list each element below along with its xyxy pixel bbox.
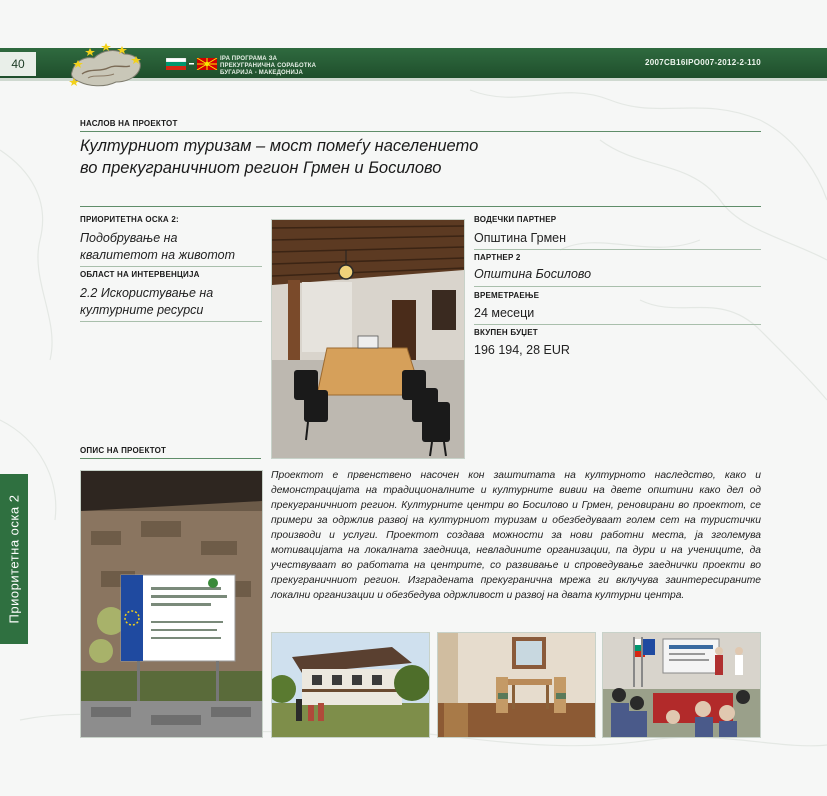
duration-label: ВРЕМЕТРАЕЊЕ [474, 291, 540, 300]
priority-side-tab [0, 474, 28, 644]
duration-rule [474, 324, 761, 325]
priority-line1: Подобрување на [80, 231, 178, 245]
project-title-line1: Културниот туризам – мост помеѓу населението [80, 137, 479, 155]
budget-value: 196 194, 28 EUR [474, 343, 570, 357]
interior-room-photo [437, 632, 596, 738]
programme-logo-icon [64, 38, 148, 92]
meeting-room-photo [271, 219, 465, 459]
area-label: ОБЛАСТ НА ИНТЕРВЕНЦИЈА [80, 270, 200, 279]
section-rule [80, 206, 761, 207]
area-value [80, 285, 260, 319]
country-flags-icon [166, 58, 218, 70]
priority-line2: квалитетот на животот [80, 248, 235, 262]
title-label: НАСЛОВ НА ПРОЕКТОТ [80, 119, 178, 128]
priority-label: ПРИОРИТЕТНА ОСКА 2: [80, 215, 179, 224]
programme-name: IPA ПРОГРАМА ЗА ПРЕКУГРАНИЧНА СОРАБОТКА БУГАРИЈА - МАКЕДОНИЈА [220, 56, 317, 76]
presentation-photo [602, 632, 761, 738]
priority-rule [80, 266, 262, 267]
duration-value: 24 месеци [474, 306, 535, 320]
lead-partner-value: Општина Грмен [474, 231, 567, 245]
description-rule [80, 458, 261, 459]
page-number: 40 [0, 52, 36, 76]
partner-value: Општина Босилово [474, 267, 592, 281]
project-description: Проектот е првенствено насочен кон заштитата на културното наследство, како и демонстрацијата на традиционалните и културните вивии на двете општини како дел од прекуграничниот регион. Културните центри во Босилово и Грмен, реновирани во проектот, се примери за одржлив развој на културниот туризам и обезбедуваат голем сет на туристички производи и услуги. Проектот создава можности за нови работни места, ја зголемува мотивацијата на локалната заедница, невладините организации, па дури и на учениците, да учествуваат во работата на центрите, со развивање и спроведување заеднички проекти во прекуграничниот регион. Изградената прекугранична мрежа ги вклучува заинтересираните локални организации и обезбедува одржливост и развој на двата културни центра. [271, 470, 761, 601]
building-sign-photo [80, 470, 263, 738]
project-title-line2: во прекуграничниот регион Грмен и Босилово [80, 159, 442, 177]
project-title [80, 135, 640, 179]
house-exterior-photo [271, 632, 430, 738]
partner-rule [474, 286, 761, 287]
budget-label: ВКУПЕН БУЏЕТ [474, 328, 538, 337]
title-rule [80, 131, 761, 132]
partner-label: ПАРТНЕР 2 [474, 253, 521, 262]
area-rule [80, 321, 262, 322]
area-line2: културните ресурси [80, 303, 204, 317]
description-label: ОПИС НА ПРОЕКТОТ [80, 446, 167, 455]
lead-partner-label: ВОДЕЧКИ ПАРТНЕР [474, 215, 557, 224]
side-tab-label: Приоритетна оска 2 [6, 494, 22, 624]
lead-rule [474, 249, 761, 250]
area-line1: 2.2 Искористување на [80, 286, 214, 300]
project-code: 2007CB16IPO007-2012-2-110 [644, 58, 761, 67]
priority-value [80, 230, 260, 264]
